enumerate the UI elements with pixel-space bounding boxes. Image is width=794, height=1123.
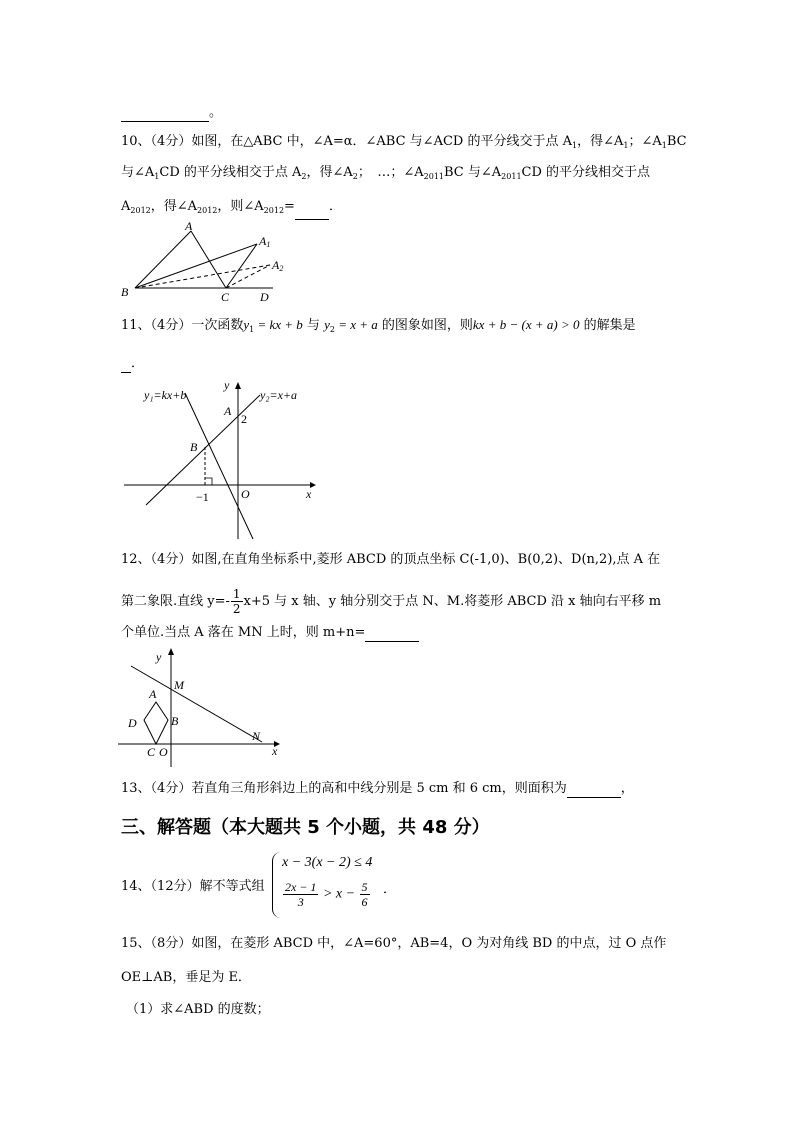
q10-label-C: C bbox=[221, 290, 230, 304]
q10-label-A: A bbox=[185, 222, 193, 233]
q14-tail: ． bbox=[383, 882, 397, 897]
answer-blank bbox=[121, 109, 209, 122]
q14-row2: $\frac{2x - 1}{3}$ > x − $\frac{5}{6}$ bbox=[285, 880, 368, 909]
q12-label-O: O bbox=[159, 745, 168, 759]
q12-line3: 个单位.当点 A 落在 MN 上时，则 m+n= bbox=[121, 624, 419, 642]
q10-label-D: D bbox=[260, 290, 269, 304]
q10-line2: 与$\angle A_1CD$ 的平分线相交于点 $A_2$，得$\angle A_2$； …；$\angle A_{2011}BC$ 与$\angle A_{2011}CD$ 的平分线相交于点 bbox=[121, 165, 651, 181]
q11-label-2: 2 bbox=[241, 412, 247, 426]
q12-label-y: y bbox=[156, 650, 162, 664]
q11-label-x: x bbox=[306, 487, 312, 501]
q12-label-N: N bbox=[252, 729, 261, 743]
q12-fraction: $\frac{1}{2}$ bbox=[232, 587, 241, 616]
q15-line1: 15、（8分）如图，在菱形 ABCD 中，∠A=60°，AB=4，O 为对角线 BD 的中点，过 O 点作 bbox=[121, 936, 667, 951]
q10-answer-blank bbox=[295, 207, 329, 220]
top-answer-line: 。 bbox=[121, 104, 222, 122]
q14-inequality-system bbox=[272, 852, 382, 918]
q10-line1: 10、（4分）如图，在△ABC 中，∠A=α．∠ABC 与∠ACD 的平分线交于点 $A_1$，得$\angle A_1$；$\angle A_1BC$ bbox=[121, 134, 687, 150]
left-brace bbox=[272, 852, 281, 918]
q12-line2: 第二象限.直线 y=- $\frac{1}{2}$ x+5 与 x 轴、y 轴分别交于点 N、M.将菱形 ABCD 沿 x 轴向右平移 m bbox=[121, 587, 662, 616]
q13-line: 13、（4分）若直角三角形斜边上的高和中线分别是 5 cm 和 6 cm，则面积为 ， bbox=[121, 781, 634, 796]
q11-label-O: O bbox=[241, 487, 250, 501]
q11-line2: ． bbox=[121, 355, 144, 373]
q11-label-A: A bbox=[224, 404, 232, 418]
q11-figure bbox=[120, 377, 320, 542]
q11-line1: 11、（4分）一次函数$y_1$ = kx + b 与 $y_2 = x + a$ 的图象如图，则kx + b − (x + a) > 0 的解集是 bbox=[121, 317, 636, 334]
q14-row1: x − 3(x − 2) ≤ 4 bbox=[282, 855, 373, 870]
q14-prefix: 14、（12分）解不等式组 bbox=[121, 879, 265, 894]
q10-label-A2: A2 bbox=[272, 258, 284, 273]
q11-label-line1: y₁=kx+b bbox=[144, 388, 187, 402]
q13-answer-blank bbox=[567, 785, 621, 798]
q12-line1: 12、（4分）如图,在直角坐标系中,菱形 ABCD 的顶点坐标 C(-1,0)、B(0,2)、D(n,2),点 A 在 bbox=[121, 552, 661, 567]
q12-label-A: A bbox=[149, 687, 157, 701]
q11-label-line2: y₂=x+a bbox=[260, 388, 298, 402]
q11-label-y: y bbox=[224, 378, 230, 392]
q10-figure bbox=[115, 222, 295, 304]
q11-answer-blank bbox=[121, 360, 131, 373]
q12-label-C: C bbox=[147, 745, 156, 759]
q11-label-B: B bbox=[190, 440, 198, 454]
q12-label-x: x bbox=[272, 744, 278, 758]
q12-label-M: M bbox=[174, 678, 184, 692]
q12-label-B: B bbox=[171, 714, 179, 728]
q10-label-B: B bbox=[121, 285, 129, 299]
q15-line3: （1）求∠ABD 的度数； bbox=[126, 1002, 270, 1017]
q12-answer-blank bbox=[365, 629, 419, 642]
q11-label-minus1: −1 bbox=[196, 490, 209, 504]
q15-line2: OE⊥AB，垂足为 E． bbox=[121, 970, 251, 985]
q10-label-A1: A1 bbox=[259, 234, 271, 249]
q12-figure bbox=[114, 645, 289, 770]
q12-label-D: D bbox=[128, 716, 137, 730]
q10-line3: $A_{2012}$，得$\angle A_{2012}$，则$\angle A_{2012}=$ ． bbox=[121, 198, 342, 220]
section-heading: 三、解答题（本大题共 5 个小题，共 48 分） bbox=[121, 817, 490, 838]
